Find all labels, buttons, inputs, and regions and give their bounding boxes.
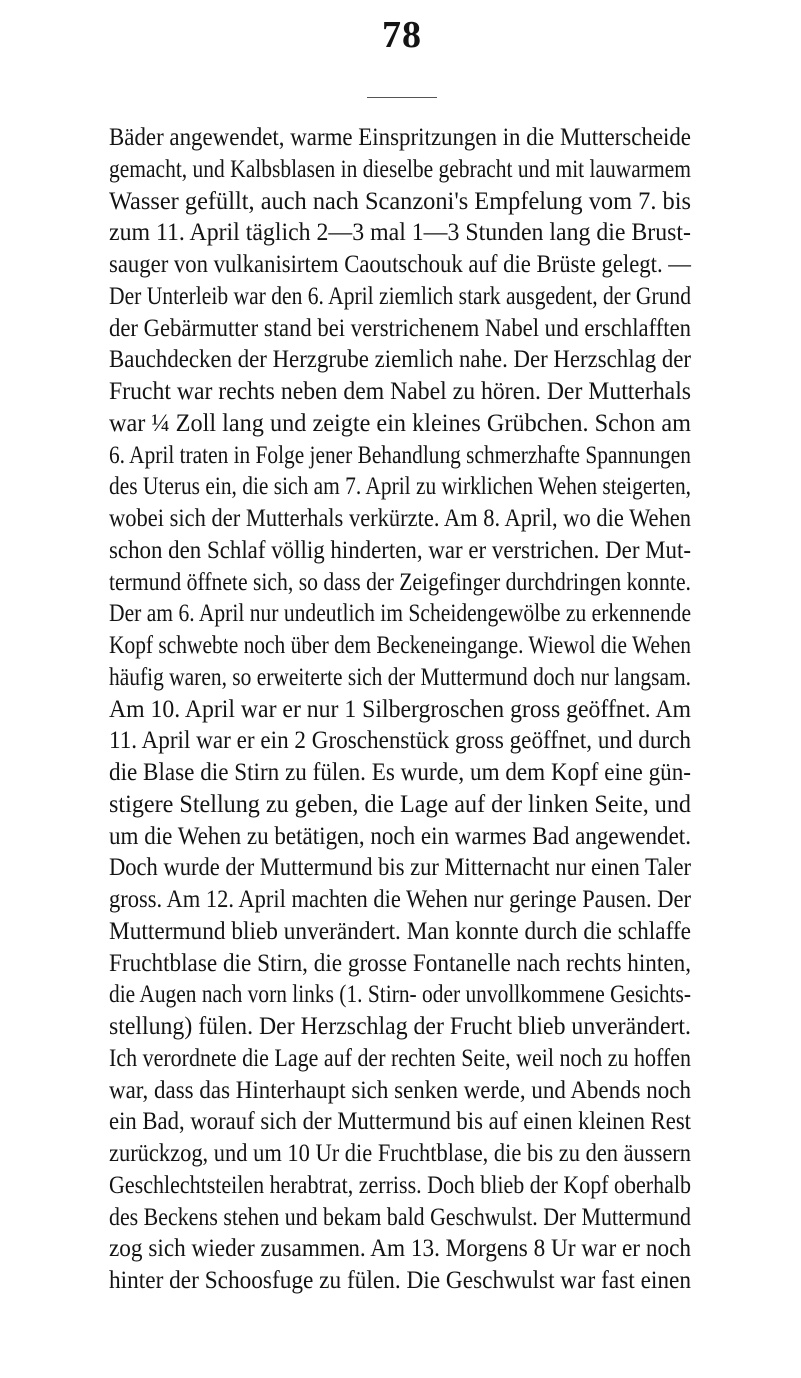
- text-line: sauger von vulkanisirtem Caoutschouk auf die Brüste gelegt. —: [109, 251, 692, 278]
- text-line: 6. April traten in Folge jener Behandlung schmerzhafte Spannungen: [109, 441, 691, 469]
- text-line: zum 11. April täglich 2—3 mal 1—3 Stunden lang die Brust-: [109, 219, 691, 247]
- page-number: 78: [382, 14, 422, 56]
- text-line: die Augen nach vorn links (1. Stirn- oder unvollkommene Gesichts-: [109, 981, 692, 1009]
- text-line: des Beckens stehen und bekam bald Geschwulst. Der Muttermund: [109, 1203, 691, 1231]
- text-line: der Gebärmutter stand bei verstrichenem Nabel und erschlafften: [109, 314, 691, 342]
- text-line: Muttermund blieb unverändert. Man konnte durch die schlaffe: [109, 917, 692, 945]
- text-line: stellung) fülen. Der Herzschlag der Frucht blieb unverändert.: [109, 1013, 691, 1040]
- text-line: die Blase die Stirn zu fülen. Es wurde, um dem Kopf eine gün-: [109, 759, 691, 786]
- text-line: Frucht war rechts neben dem Nabel zu hören. Der Mutterhals: [109, 378, 692, 405]
- text-line: Der am 6. April nur undeutlich im Scheidengewölbe zu erkennende: [109, 600, 692, 628]
- text-line: war, dass das Hinterhaupt sich senken werde, und Abends noch: [109, 1076, 691, 1104]
- text-line: Doch wurde der Muttermund bis zur Mitternacht nur einen Taler: [109, 854, 691, 882]
- text-line: hinter der Schoosfuge zu fülen. Die Geschwulst war fast einen: [109, 1267, 692, 1294]
- text-line: Fruchtblase die Stirn, die grosse Fontanelle nach rechts hinten,: [109, 949, 691, 977]
- text-line: Am 10. April war er nur 1 Silbergroschen gross geöffnet. Am: [109, 695, 691, 723]
- text-line: Ich verordnete die Lage auf der rechten Seite, weil noch zu hoffen: [109, 1044, 691, 1072]
- text-line: Bauchdecken der Herzgrube ziemlich nahe. Der Herzschlag der: [109, 346, 691, 374]
- text-line: wobei sich der Mutterhals verkürzte. Am 8. April, wo die Wehen: [109, 505, 692, 532]
- header-rule: [367, 97, 437, 98]
- text-line: Wasser gefüllt, auch nach Scanzoni's Empfelung vom 7. bis: [109, 187, 691, 215]
- text-line: gemacht, und Kalbsblasen in dieselbe gebracht und mit lauwarmem: [109, 155, 691, 183]
- text-line: zog sich wieder zusammen. Am 13. Morgens 8 Ur war er noch: [109, 1235, 691, 1263]
- text-line: 11. April war er ein 2 Groschenstück gross geöffnet, und durch: [109, 727, 691, 755]
- text-line: häufig waren, so erweiterte sich der Muttermund doch nur langsam.: [109, 663, 692, 691]
- text-line: des Uterus ein, die sich am 7. April zu wirklichen Wehen steigerten,: [109, 473, 692, 501]
- text-line: stigere Stellung zu geben, die Lage auf der linken Seite, und: [109, 790, 691, 818]
- text-line: ein Bad, worauf sich der Muttermund bis auf einen kleinen Rest: [109, 1108, 691, 1136]
- text-line: schon den Schlaf völlig hinderten, war er verstrichen. Der Mut-: [109, 536, 691, 564]
- text-line: Geschlechtsteilen herabtrat, zerriss. Doch blieb der Kopf oberhalb: [109, 1171, 691, 1199]
- text-line: zurückzog, und um 10 Ur die Fruchtblase, die bis zu den äussern: [109, 1140, 692, 1167]
- text-line: um die Wehen zu betätigen, noch ein warmes Bad angewendet.: [109, 822, 691, 850]
- body-text: [109, 122, 691, 1297]
- text-line: war ¼ Zoll lang und zeigte ein kleines Grübchen. Schon am: [109, 409, 692, 437]
- text-line: Der Unterleib war den 6. April ziemlich stark ausgedent, der Grund: [109, 282, 691, 310]
- text-line: Kopf schwebte noch über dem Beckeneingange. Wiewol die Wehen: [109, 632, 691, 659]
- text-line: gross. Am 12. April machten die Wehen nur geringe Pausen. Der: [109, 886, 691, 913]
- text-line: termund öffnete sich, so dass der Zeigefinger durchdringen konnte.: [109, 568, 691, 596]
- text-line: Bäder angewendet, warme Einspritzungen in die Mutterscheide: [109, 124, 691, 151]
